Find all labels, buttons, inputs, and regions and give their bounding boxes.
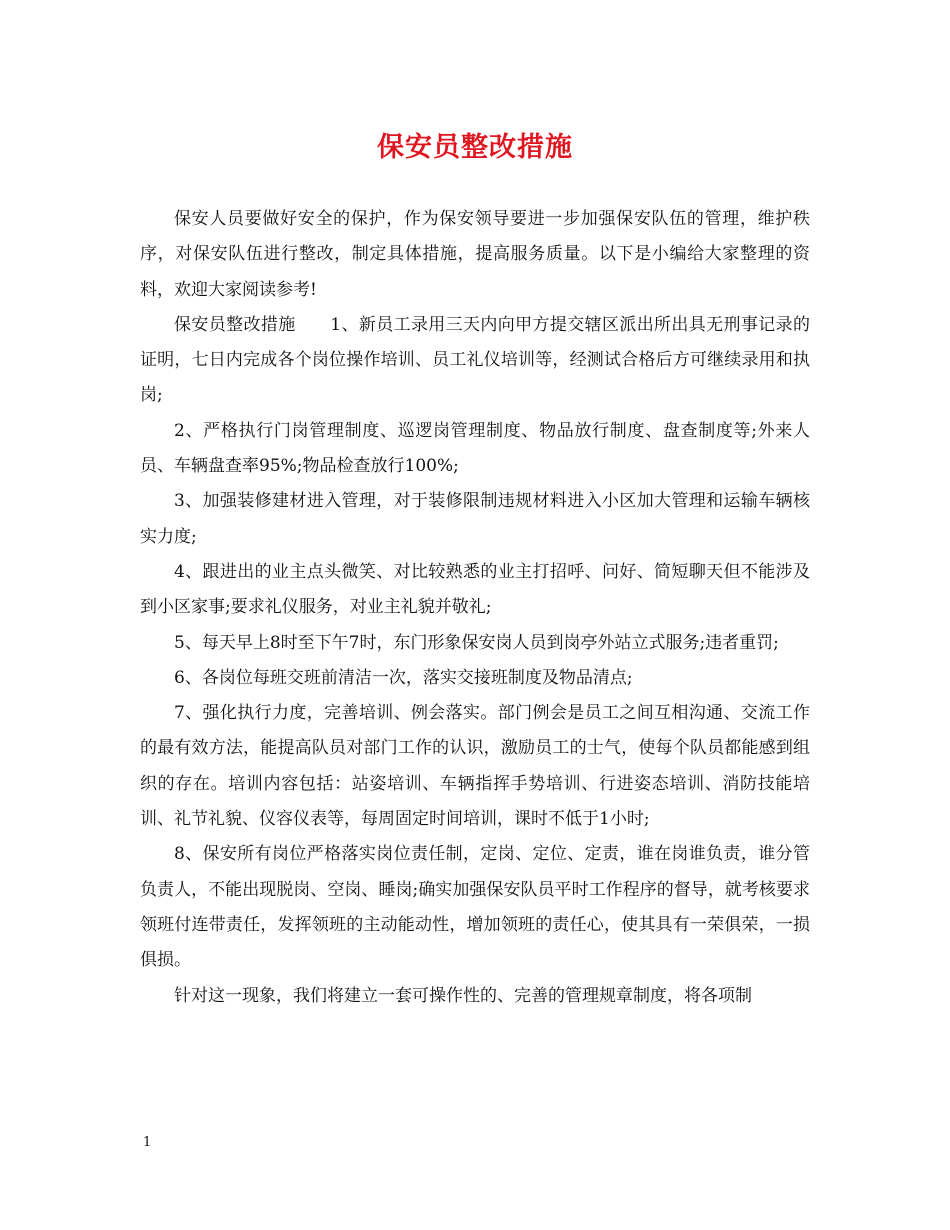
paragraph-closing: 针对这一现象，我们将建立一套可操作性的、完善的管理规章制度，将各项制 — [174, 985, 752, 1006]
paragraph-item-4: 4、跟进出的业主点头微笑、对比较熟悉的业主打招呼、问好、简短聊天但不能涉及到小区家事;要求礼仪服务，对业主礼貌并敬礼; — [140, 561, 810, 618]
paragraph-item-5: 5、每天早上8时至下午7时，东门形象保安岗人员到岗亭外站立式服务;违者重罚; — [174, 632, 779, 653]
document-body — [140, 202, 810, 1014]
paragraph-item-8: 8、保安所有岗位严格落实岗位责任制，定岗、定位、定责，谁在岗谁负责，谁分管负责人，不能出现脱岗、空岗、睡岗;确实加强保安队员平时工作程序的督导，就考核要求领班付连带责任，发挥领班的主动能动性，增加领班的责任心，使其具有一荣俱荣，一损俱损。 — [140, 844, 810, 971]
paragraph-item-6: 6、各岗位每班交班前清洁一次，落实交接班制度及物品清点; — [174, 667, 633, 688]
paragraph-item-2: 2、严格执行门岗管理制度、巡逻岗管理制度、物品放行制度、盘查制度等;外来人员、车辆盘查率95%;物品检查放行100%; — [140, 420, 810, 477]
paragraph-item-3: 3、加强装修建材进入管理，对于装修限制违规材料进入小区加大管理和运输车辆核实力度; — [140, 491, 810, 547]
page-number: 1 — [143, 1135, 152, 1150]
paragraph-intro: 保安人员要做好安全的保护，作为保安领导要进一步加强保安队伍的管理，维护秩序，对保安队伍进行整改，制定具体措施，提高服务质量。以下是小编给大家整理的资料，欢迎大家阅读参考! — [140, 209, 810, 300]
paragraph-item-1: 保安员整改措施 1、新员工录用三天内向甲方提交辖区派出所出具无刑事记录的证明，七日内完成各个岗位操作培训、员工礼仪培训等，经测试合格后方可继续录用和执岗; — [140, 314, 810, 406]
paragraph-item-7: 7、强化执行力度，完善培训、例会落实。部门例会是员工之间互相沟通、交流工作的最有效方法，能提高队员对部门工作的认识，激励员工的士气，使每个队员都能感到组织的存在。培训内容包括：站姿培训、车辆指挥手势培训、行进姿态培训、消防技能培训、礼节礼貌、仪容仪表等，每周固定时间培训，课时不低于1小时; — [140, 703, 810, 830]
document-title: 保安员整改措施 — [377, 132, 573, 163]
